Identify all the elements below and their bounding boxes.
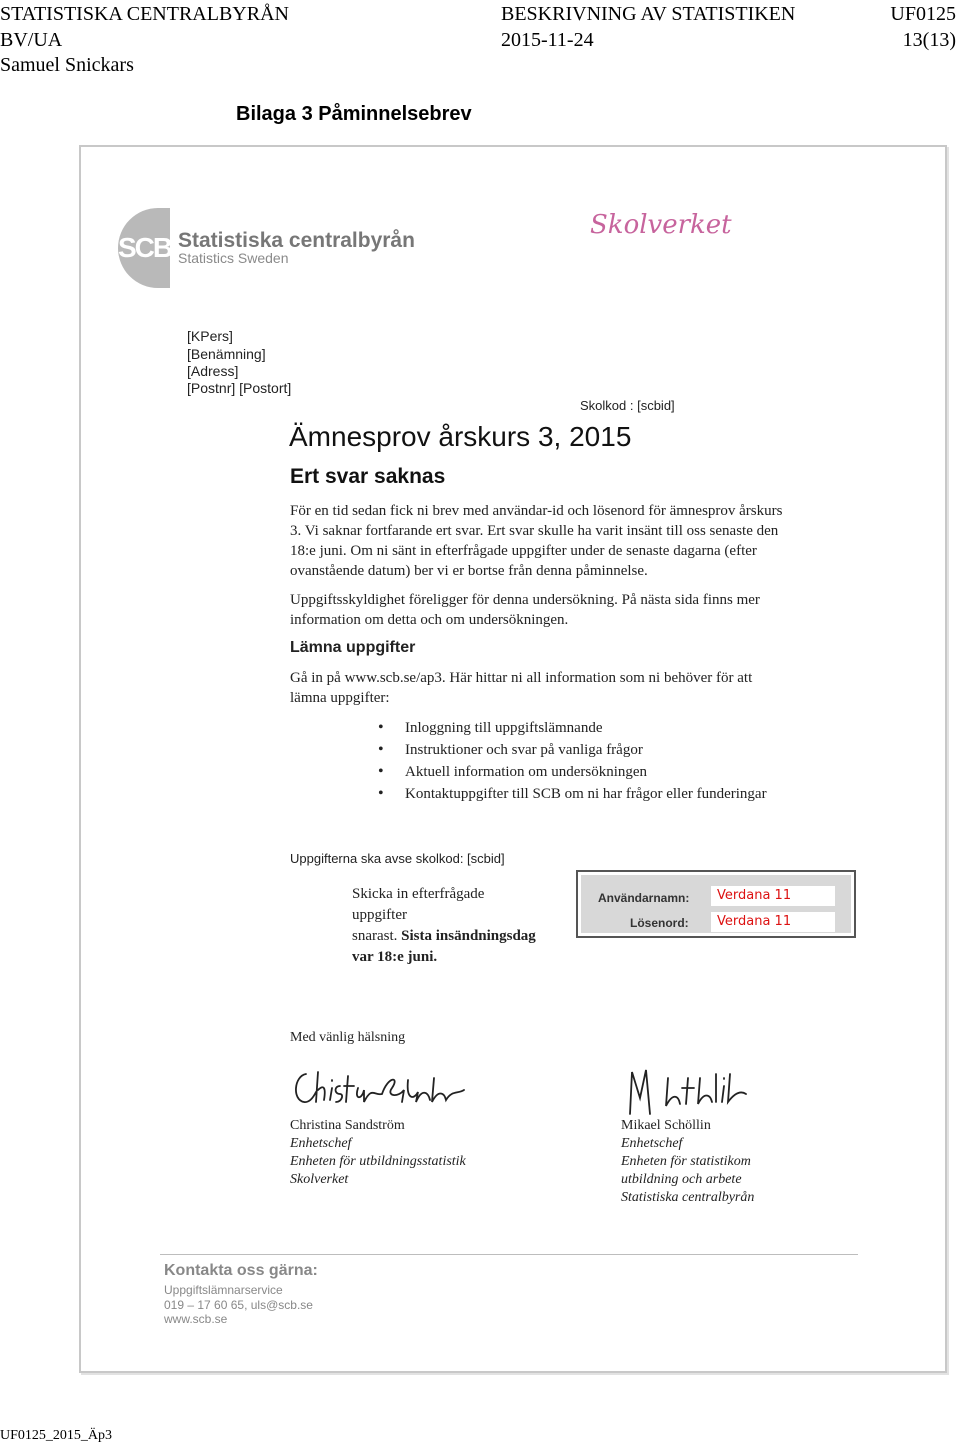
- header-org: STATISTISKA CENTRALBYRÅN: [0, 3, 289, 25]
- paragraph-line: 18:e juni. Om ni sänt in efterfrågade uppgifter under de senaste dagarna (efter: [290, 543, 757, 559]
- signer1-title: Enhetschef: [290, 1136, 352, 1151]
- credentials-panel: [581, 875, 851, 933]
- list-item: • Inloggning till uppgiftslämnande: [378, 718, 767, 740]
- signer2-title: Enhetschef: [621, 1136, 683, 1151]
- greeting: Med vänlig hälsning: [290, 1030, 406, 1045]
- username-label: Användarnamn:: [598, 891, 690, 905]
- paragraph-line: För en tid sedan fick ni brev med användar-id och lösenord för ämnesprov årskurs: [290, 503, 783, 519]
- signer1-name: Christina Sandström: [290, 1118, 405, 1133]
- username-value: Verdana 11: [711, 886, 835, 906]
- scb-logo-icon: SCB: [118, 208, 170, 288]
- password-value: Verdana 11: [711, 912, 835, 932]
- contact-divider: [160, 1254, 858, 1255]
- signer2-block: [621, 1117, 754, 1207]
- signature-christina: [288, 1066, 468, 1110]
- skolverket-logo: Skolverket: [590, 210, 732, 240]
- school-code: Skolkod : [scbid]: [580, 398, 675, 413]
- list-item: • Instruktioner och svar på vanliga frågor: [378, 740, 767, 762]
- refers-to-school: Uppgifterna ska avse skolkod: [scbid]: [290, 851, 505, 866]
- paragraph-line: 3. Vi saknar fortfarande ert svar. Ert svar skulle ha varit insänt till oss senaste den: [290, 523, 779, 539]
- header-page: 13(13): [902, 29, 956, 51]
- signer1-block: [290, 1117, 466, 1189]
- scb-name: Statistiska centralbyrån: [178, 229, 415, 252]
- deadline-date: var 18:e juni.: [352, 949, 438, 965]
- send-asap: snarast.: [352, 928, 402, 944]
- list-item: • Kontaktuppgifter till SCB om ni har frågor eller funderingar: [378, 784, 767, 806]
- address-line: [Adress]: [187, 363, 239, 379]
- signer2-unit1: Enheten för statistikom: [621, 1154, 751, 1169]
- contact-website: www.scb.se: [164, 1312, 228, 1326]
- paragraph-line: information om detta och om undersökningen.: [290, 612, 569, 628]
- send-line: uppgifter: [352, 907, 407, 923]
- signer1-unit: Enheten för utbildningsstatistik: [290, 1154, 466, 1169]
- paragraph-line: ovanstående datum) ber vi er bortse från denna påminnelse.: [290, 563, 648, 579]
- paragraph-line: Uppgiftsskyldighet föreligger för denna undersökning. På nästa sida finns mer: [290, 592, 760, 608]
- submit-heading: Lämna uppgifter: [290, 639, 416, 656]
- header-doc-code: UF0125: [890, 3, 956, 25]
- paragraph-line: lämna uppgifter:: [290, 690, 390, 706]
- paragraph-line: Gå in på www.scb.se/ap3. Här hittar ni all information som ni behöver för att: [290, 670, 753, 686]
- signature-mikael: [620, 1064, 760, 1120]
- footer-code: UF0125_2015_Äp3: [0, 1428, 113, 1443]
- info-bullet-list: [378, 718, 767, 806]
- contact-phone-email: 019 – 17 60 65, uls@scb.se: [164, 1298, 313, 1312]
- letter-subtitle: Ert svar saknas: [290, 465, 446, 488]
- header-doc-type: BESKRIVNING AV STATISTIKEN: [501, 3, 796, 25]
- scb-subtitle: Statistics Sweden: [178, 250, 289, 266]
- address-line: [KPers]: [187, 328, 233, 344]
- signer2-org: Statistiska centralbyrån: [621, 1190, 755, 1205]
- address-line: [Postnr] [Postort]: [187, 380, 292, 396]
- header-unit: BV/UA: [0, 29, 63, 51]
- send-line: [352, 926, 536, 946]
- contact-title: Kontakta oss gärna:: [164, 1262, 318, 1279]
- signer2-unit2: utbildning och arbete: [621, 1172, 742, 1187]
- contact-service: Uppgiftslämnarservice: [164, 1283, 283, 1297]
- signer2-name: Mikael Schöllin: [621, 1118, 711, 1133]
- header-date: 2015-11-24: [501, 29, 594, 51]
- header-author: Samuel Snickars: [0, 54, 134, 76]
- section-title: Bilaga 3 Påminnelsebrev: [236, 103, 472, 125]
- deadline-label: Sista insändningsdag: [401, 928, 536, 944]
- letter-title: Ämnesprov årskurs 3, 2015: [289, 421, 632, 452]
- address-line: [Benämning]: [187, 346, 266, 362]
- signer1-org: Skolverket: [290, 1172, 349, 1187]
- password-label: Lösenord:: [630, 916, 689, 930]
- credentials-box: [576, 870, 856, 938]
- list-item: • Aktuell information om undersökningen: [378, 762, 767, 784]
- send-line: Skicka in efterfrågade: [352, 886, 485, 902]
